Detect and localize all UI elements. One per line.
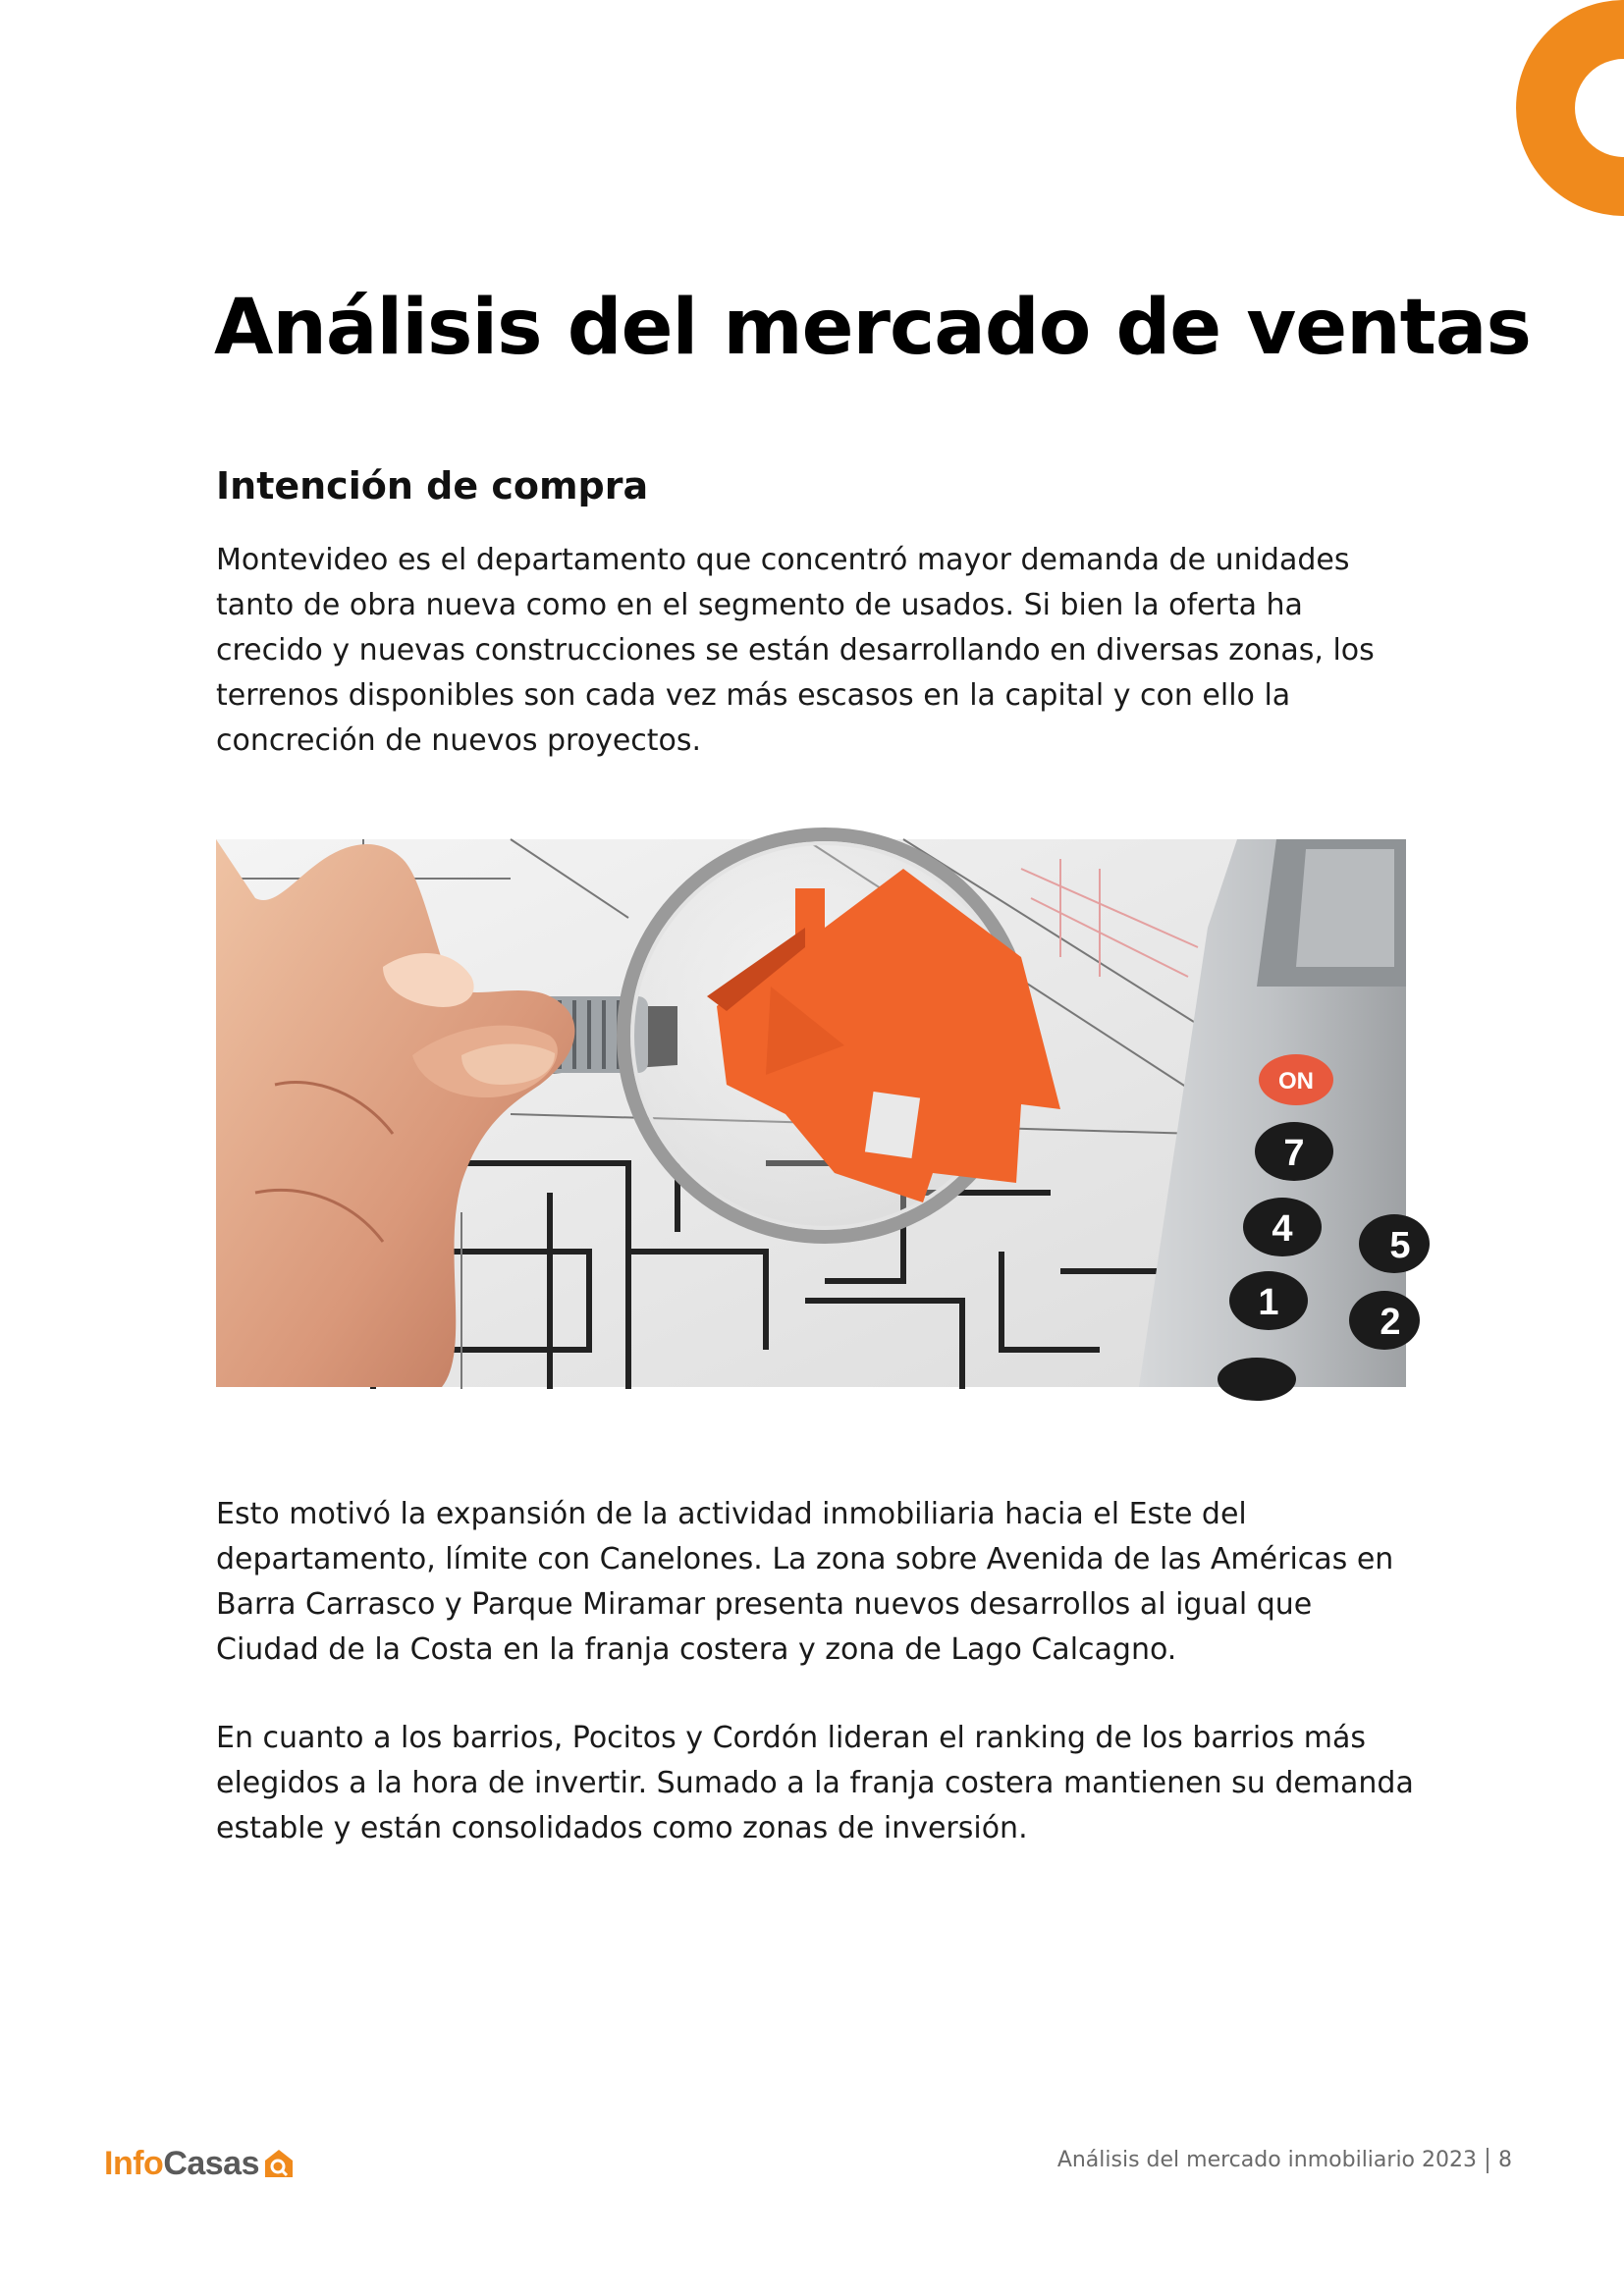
footer-report-info [1057,2146,1512,2175]
corner-arc-decoration [1487,0,1624,216]
footer-report-title: Análisis del mercado inmobiliario 2023 [1056,2148,1477,2172]
magnifier-house-photo [216,839,1411,1387]
calc-key-on: ON [1278,1068,1314,1095]
paragraph-expansion: Esto motivó la expansión de la actividad inmobiliaria hacia el Este del departamento, límite con Canelones. La zona sobre Avenida de las Américas en Barra Carrasco y Parque Miramar presenta nuevos desarrollos al igual que Ciudad de la Costa en la franja costera y zona de Lago Calcagno. [216,1497,1394,1667]
calc-key-7: 7 [1283,1133,1305,1174]
infocasas-logo [104,2142,295,2185]
calc-key-2: 2 [1380,1302,1401,1343]
logo-casas-text: Casas [163,2144,260,2182]
calc-key-5: 5 [1389,1225,1411,1266]
calc-key-4: 4 [1272,1208,1293,1250]
footer-separator [1487,2148,1489,2173]
calc-key-1: 1 [1258,1282,1279,1323]
paragraph-barrios: En cuanto a los barrios, Pocitos y Cordón lideran el ranking de los barrios más elegidos a la hora de invertir. Sumado a la franja costera mantienen su demanda estable y están consolidados como zonas de inversión. [216,1721,1414,1845]
paragraph-intro: Montevideo es el departamento que concentró mayor demanda de unidades tanto de obra nueva como en el segmento de usados. Si bien la oferta ha crecido y nuevas construcciones se están desarrollando en diversas zonas, los terrenos disponibles son cada vez más escasos en la capital y con ello la concreción de nuevos proyectos. [216,543,1375,758]
house-search-icon [263,2148,295,2179]
page-title: Análisis del mercado de ventas [214,284,1531,372]
section-heading: Intención de compra [216,464,649,507]
page-number: 8 [1498,2148,1512,2172]
logo-info-text: Info [104,2144,164,2182]
